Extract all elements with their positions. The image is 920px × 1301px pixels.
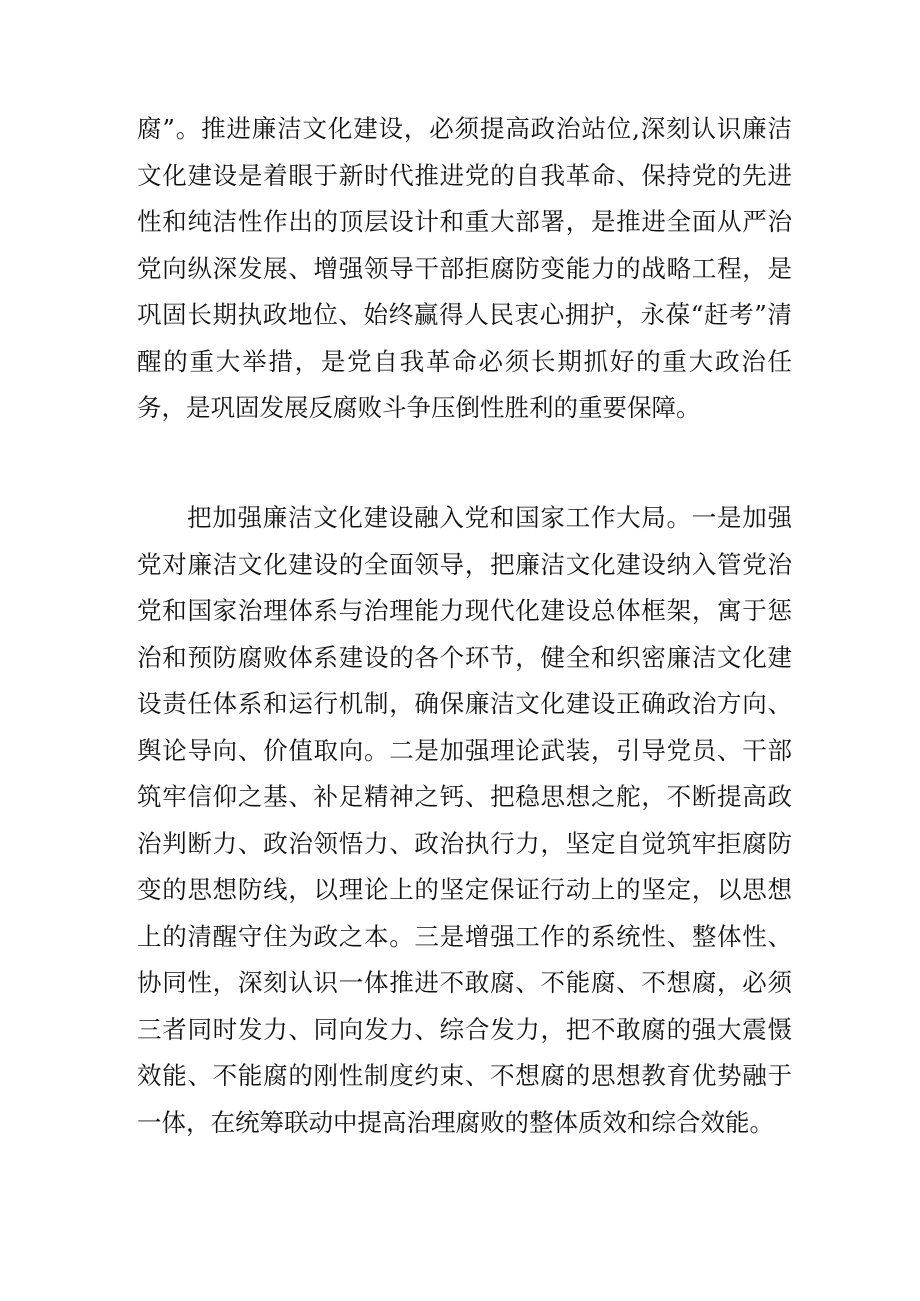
paragraph-1: 腐”。推进廉洁文化建设，必须提高政治站位,深刻认识廉洁文化建设是着眼于新时代推进党的自我革命、保持党的先进性和纯洁性作出的顶层设计和重大部署，是推进全面从严治党向纵深发展、增强领导干部拒腐防变能力的战略工程，是巩固长期执政地位、始终赢得人民衷心拥护，永葆“赶考”清醒的重大举措，是党自我革命必须长期抓好的重大政治任务，是巩固发展反腐败斗争压倒性胜利的重要保障。 — [137, 114, 792, 422]
paragraph-2: 把加强廉洁文化建设融入党和国家工作大局。一是加强党对廉洁文化建设的全面领导，把廉洁文化建设纳入管党治党和国家治理体系与治理能力现代化建设总体框架，寓于惩治和预防腐败体系建设的各个环节，健全和织密廉洁文化建设责任体系和运行机制，确保廉洁文化建设正确政治方向、舆论导向、价值取向。二是加强理论武装，引导党员、干部筑牢信仰之基、补足精神之钙、把稳思想之舵，不断提高政治判断力、政治领悟力、政治执行力，坚定自觉筑牢拒腐防变的思想防线，以理论上的坚定保证行动上的坚定，以思想上的清醒守住为政之本。三是增强工作的系统性、整体性、协同性，深刻认识一体推进不敢腐、不能腐、不想腐，必须三者同时发力、同向发力、综合发力，把不敢腐的强大震慑效能、不能腐的刚性制度约束、不想腐的思想教育优势融于一体，在统筹联动中提高治理腐败的整体质效和综合效能。 — [137, 503, 792, 1137]
